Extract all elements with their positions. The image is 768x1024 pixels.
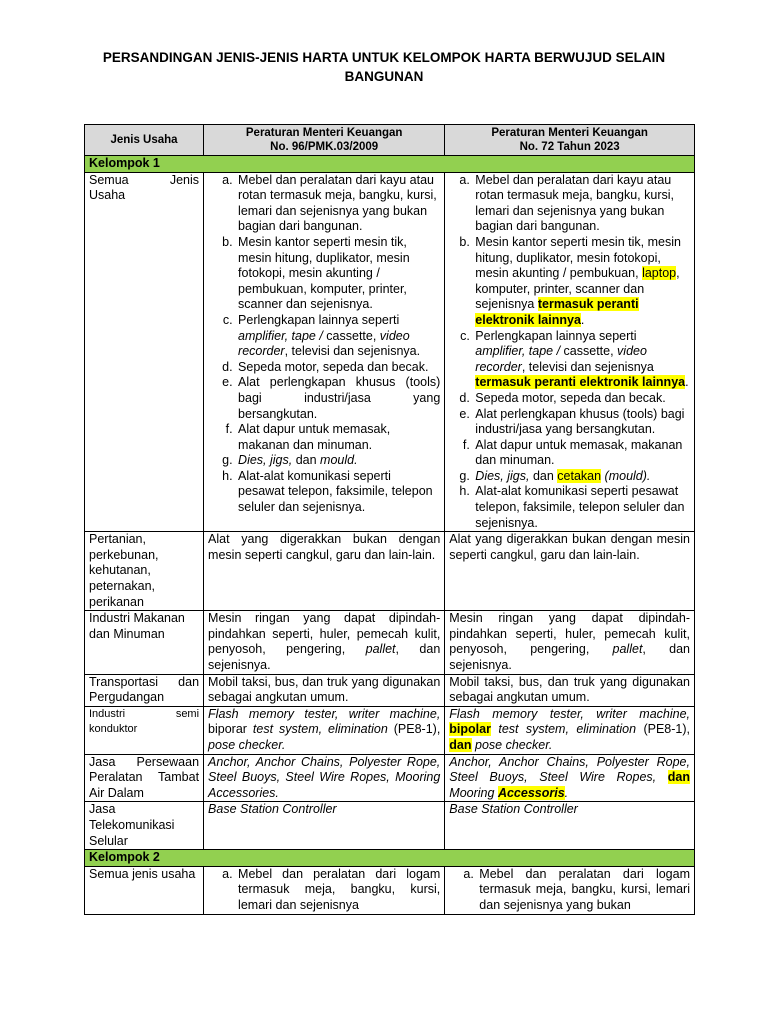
header-row	[85, 125, 695, 156]
pmk-2009-cell	[204, 172, 445, 532]
item-list	[208, 867, 440, 914]
jenis-usaha-cell: Jasa Telekomunikasi Selular	[85, 802, 204, 850]
pmk-2009-cell	[204, 611, 445, 674]
jenis-usaha-cell: Industri Makanan dan Minuman	[85, 611, 204, 674]
item-list	[208, 173, 440, 516]
table-row	[85, 532, 695, 611]
italic-text: Dies, jigs,	[238, 453, 293, 468]
jenis-usaha-cell: Semua Jenis Usaha	[85, 172, 204, 532]
text: Perlengkapan lainnya seperti	[475, 328, 637, 343]
text: .	[685, 375, 689, 390]
text: Mesin ringan yang dapat dipindah-pindahkan seperti, huler, pemecah kulit, penyosoh, pengering,	[449, 611, 690, 657]
italic-text: Mooring	[449, 785, 498, 800]
text: , dan sejenisnya.	[208, 642, 441, 672]
header-jenis-usaha: Jenis Usaha	[85, 125, 204, 156]
italic-text: Dies, jigs,	[475, 468, 530, 483]
pmk-2009-cell: Alat yang digerakkan bukan dengan mesin seperti cangkul, garu dan lain-lain.	[204, 532, 445, 611]
jenis-usaha-cell: Pertanian, perkebunan, kehutanan, peternakan, perikanan	[85, 532, 204, 611]
list-item: e. Alat perlengkapan khusus (tools) bagi industri/jasa yang bersangkutan.	[473, 407, 690, 438]
jenis-usaha-cell: Transportasi dan Pergudangan	[85, 674, 204, 706]
list-item	[236, 453, 440, 469]
list-item: d. Sepeda motor, sepeda dan becak.	[236, 360, 440, 376]
jenis-usaha-cell: Jasa Persewaan Peralatan Tambat Air Dalam	[85, 754, 204, 802]
text: (PE8-1),	[636, 722, 690, 737]
header-pmk-2009-line1: Peraturan Menteri Keuangan	[245, 126, 403, 139]
text: Mesin ringan yang dapat dipindah-pindahkan seperti, huler, pemecah kulit, penyosoh, pengering,	[208, 611, 441, 657]
pmk-2009-cell	[204, 754, 445, 802]
list-item: a. Mebel dan peralatan dari logam termasuk meja, bangku, kursi, lemari dan sejenisnya yang bukan	[477, 867, 690, 914]
pmk-2023-cell	[445, 754, 695, 802]
italic-text: Base Station Controller	[449, 802, 578, 817]
pmk-2023-cell	[445, 866, 695, 914]
list-item: a. Mebel dan peralatan dari logam termasuk meja, bangku, kursi, lemari dan sejenisnya	[236, 867, 440, 914]
highlighted-text: dan	[449, 737, 472, 752]
pmk-2023-cell	[445, 706, 695, 754]
pmk-2023-cell	[445, 172, 695, 532]
text: , televisi dan sejenisnya.	[284, 344, 421, 359]
group-label: Kelompok 1	[85, 156, 695, 173]
list-item: e. Alat perlengkapan khusus (tools) bagi industri/jasa yang bersangkutan.	[236, 375, 440, 422]
pmk-2009-cell	[204, 706, 445, 754]
list-item: d. Sepeda motor, sepeda dan becak.	[473, 391, 690, 407]
italic-text: pose checker.	[471, 737, 553, 752]
title-line-2: BANGUNAN	[344, 69, 424, 84]
list-item	[473, 469, 690, 485]
text: dan	[292, 453, 321, 468]
italic-text: video recorder	[475, 344, 647, 374]
italic-text: Anchor, Anchor Chains, Polyester Rope, Steel Buoys, Steel Wire Ropes,	[449, 754, 690, 785]
pmk-2009-cell: Mobil taksi, bus, dan truk yang digunakan sebagai angkutan umum.	[204, 674, 445, 706]
italic-text: test system, elimination	[490, 722, 637, 737]
item-list	[449, 867, 690, 914]
header-pmk-2023-line2: No. 72 Tahun 2023	[519, 141, 620, 153]
text: cassette,	[563, 344, 618, 359]
list-item: f. Alat dapur untuk memasak, makanan dan minuman.	[473, 438, 690, 469]
italic-text: amplifier, tape /	[475, 344, 564, 359]
table-row	[85, 866, 695, 914]
list-item: b. Mesin kantor seperti mesin tik, mesin hitung, duplikator, mesin fotokopi, mesin akunting / pembukuan, komputer, printer, scanner dan sejenisnya.	[236, 235, 440, 313]
header-pmk-2023-line1: Peraturan Menteri Keuangan	[491, 126, 648, 139]
italic-text: pallet	[365, 642, 396, 657]
pmk-2023-cell: Mobil taksi, bus, dan truk yang digunakan sebagai angkutan umum.	[445, 674, 695, 706]
group-row-kelompok-1	[85, 156, 695, 173]
list-item	[473, 329, 690, 391]
list-item	[473, 235, 690, 329]
table-row	[85, 172, 695, 532]
table-row	[85, 611, 695, 674]
list-item: f. Alat dapur untuk memasak, makanan dan minuman.	[236, 422, 440, 453]
italic-text: pose checker.	[208, 737, 286, 752]
table-row	[85, 802, 695, 850]
header-pmk-2009-line2: No. 96/PMK.03/2009	[270, 141, 379, 153]
highlighted-text: termasuk peranti elektronik lainnya	[475, 297, 639, 327]
pmk-2009-cell	[204, 866, 445, 914]
list-item: a. Mebel dan peralatan dari kayu atau rotan termasuk meja, bangku, kursi, lemari dan sejenisnya yang bukan bagian dari bangunan.	[236, 173, 440, 235]
jenis-usaha-cell: Semua jenis usaha	[85, 866, 204, 914]
item-list	[449, 173, 690, 532]
pmk-2023-cell	[445, 802, 695, 850]
list-item	[236, 313, 440, 360]
italic-text: (mould).	[601, 468, 651, 483]
highlighted-text: laptop	[642, 266, 677, 281]
italic-text: Anchor, Anchor Chains, Polyester Rope, Steel Buoys, Steel Wire Ropes, Mooring Accessories.	[208, 754, 441, 800]
italic-text: Base Station Controller	[208, 802, 337, 817]
comparison-table	[84, 124, 695, 915]
text: Perlengkapan lainnya seperti	[238, 312, 400, 327]
list-item: h. Alat-alat komunikasi seperti pesawat telepon, faksimile, telepon seluler dan sejenisnya.	[236, 469, 440, 516]
list-item: a. Mebel dan peralatan dari kayu atau rotan termasuk meja, bangku, kursi, lemari dan sejenisnya yang bukan bagian dari bangunan.	[473, 173, 690, 235]
text: dan	[529, 468, 558, 483]
text: Mesin kantor seperti mesin tik, mesin hitung, duplikator, mesin fotokopi, mesin akunting / pembukuan,	[475, 234, 681, 281]
italic-text: .	[564, 785, 569, 800]
table-row	[85, 674, 695, 706]
group-row-kelompok-2	[85, 850, 695, 867]
italic-text: pallet	[612, 642, 643, 657]
highlighted-text: Accessoris	[497, 785, 565, 800]
header-pmk-2023	[445, 125, 695, 156]
highlighted-text: termasuk peranti elektronik lainnya	[475, 375, 686, 390]
text: biporar	[208, 722, 253, 737]
pmk-2023-cell: Alat yang digerakkan bukan dengan mesin seperti cangkul, garu dan lain-lain.	[445, 532, 695, 611]
italic-text: Flash memory tester, writer machine,	[208, 706, 441, 721]
pmk-2023-cell	[445, 611, 695, 674]
italic-text: amplifier, tape /	[238, 328, 327, 343]
italic-text: Flash memory tester, writer machine,	[449, 706, 690, 721]
text: , televisi dan sejenisnya	[521, 359, 654, 374]
jenis-usaha-cell: Industri semi konduktor	[85, 706, 204, 754]
highlighted-text: bipolar	[449, 722, 491, 737]
table-row	[85, 706, 695, 754]
text: , dan sejenisnya.	[449, 642, 690, 672]
table-row	[85, 754, 695, 802]
text: (PE8-1),	[387, 722, 441, 737]
italic-text: video recorder	[238, 328, 410, 359]
highlighted-text: cetakan	[557, 468, 602, 483]
document-title	[100, 48, 668, 86]
highlighted-text: dan	[667, 770, 690, 785]
text: , komputer, printer, scanner dan sejenisnya	[475, 266, 680, 312]
title-line-1: PERSANDINGAN JENIS-JENIS HARTA UNTUK KELOMPOK HARTA BERWUJUD SELAIN	[102, 50, 666, 65]
italic-text: mould.	[320, 453, 358, 468]
text: cassette,	[326, 328, 380, 343]
text: .	[580, 312, 585, 327]
italic-text: test system, elimination	[252, 722, 388, 737]
header-pmk-2009	[204, 125, 445, 156]
list-item: h. Alat-alat komunikasi seperti pesawat telepon, faksimile, telepon seluler dan sejenisnya.	[473, 484, 690, 531]
group-label: Kelompok 2	[85, 850, 695, 867]
pmk-2009-cell	[204, 802, 445, 850]
